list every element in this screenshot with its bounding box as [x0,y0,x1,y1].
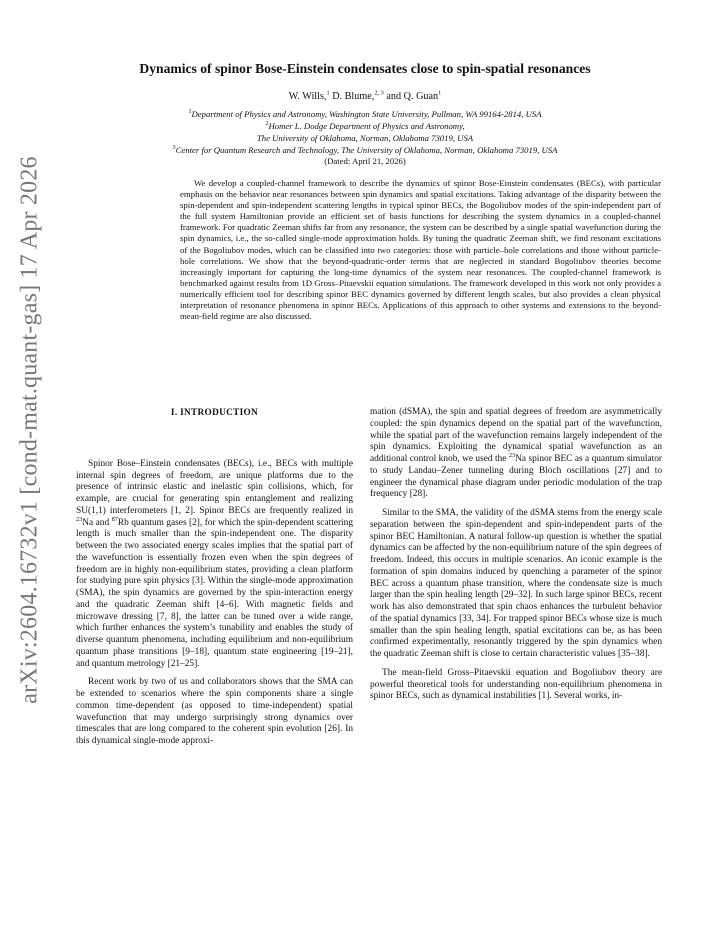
paragraph: mation (dSMA), the spin and spatial degrees of freedom are asymmetrically coupled: the spin dynamics depend on the spatial part of the wavefunction, while the spatial part of the wavefunction remains largely independent of the spin dynamics. Exploiting the dynamical spatial wavefunction as an additional control knob, we used the $^{23}$Na spinor BEC as a quantum simulator to study Landau–Zener tunneling during Bloch oscillations [27] and to engineer the dynamical phase diagram under periodic modulation of the trap frequency [28]. [370,407,662,500]
abstract-text: We develop a coupled-channel framework to describe the dynamics of spinor Bose-Einstein condensates (BECs), with particular emphasis on the behavior near resonances between spin dynamics and spatial excitations. Taking advantage of the disparity between the spin-dependent and spin-independent scattering lengths in typical spinor BECs, the Bogoliubov modes of the spin-independent part of the full system Hamiltonian provide an efficient set of basis functions for describing the system dynamics in a coupled-channel framework. For quadratic Zeeman shifts far from any resonance, the system can be described by a single spatial wavefunction during the spin dynamics, i.e., the so-called single-mode approximation holds. By tuning the quadratic Zeeman shift, we find resonant excitations of the Bogoliubov modes, which can be classified into two categories: those with particle–hole correlations and those without particle-hole correlations. We show that the beyond-quadratic-order terms that are neglected in standard Bogoliubov theories become increasingly important for capturing the long-time dynamics of the system near resonances. The coupled-channel framework is benchmarked against results from 1D Gross–Pitaevskii equation simulations. The framework developed in this work not only provides a numerically efficient tool for describing spinor BEC dynamics governed by different length scales, but also provides a clean physical interpretation of resonance phenomena in spinor BECs. Applications of this approach to other systems and extensions to the beyond-mean-field regime are also discussed. [180,178,661,322]
author-affil-sup: 2, 3 [374,89,384,97]
affil-text: Department of Physics and Astronomy, Washington State University, Pullman, WA 99164-2814, USA [191,109,542,119]
right-column [370,407,662,710]
paragraph: Spinor Bose–Einstein condensates (BECs), i.e., BECs with multiple internal spin degrees of freedom, are unique platforms due to the presence of intrinsic elastic and inelastic spin collisions, which, for example, are crucial for generating spin entanglement and realizing SU(1,1) interferometers [1, 2]. Spinor BECs are frequently realized in $^{23}$Na and $^{87}$Rb quantum gases [2], for which the spin-dependent scattering length is much smaller than the spin-independent one. The disparity between the two associated energy scales implies that the spatial part of the wavefunction is essentially frozen even when the spin degrees of freedom are in highly non-equilibrium states, providing a clean platform for studying pure spin physics [3]. Within the single-mode approximation (SMA), the spin dynamics are governed by the spin-interaction energy and the quadratic Zeeman shift [4–6]. With magnetic fields and microwave dressing [7, 8], the latter can be tuned over a wide range, which further enhances the system’s tunability and enables the study of diverse quantum phenomena, including equilibrium and non-equilibrium quantum phase transitions [9–18], quantum state engineering [19–21], and quantum metrology [21–25]. [76,458,353,669]
section-heading: I. INTRODUCTION [170,408,259,418]
arxiv-sidebar-identifier [2,156,58,704]
author-name: D. Blume, [332,91,375,102]
affiliation-line [70,132,660,144]
affil-sup: 2 [265,120,269,128]
affiliation-line [70,120,660,132]
affil-sup: 1 [188,108,192,116]
date-line: (Dated: April 21, 2026) [324,156,406,166]
author-list [70,91,660,102]
author-name: W. Wills, [288,91,327,102]
affil-sup: 3 [172,144,176,152]
paragraph: The mean-field Gross–Pitaevskii equation and Bogoliubov theory are powerful theoretical tools for understanding non-equilibrium phenomena in spinor BECs, such as dynamical instabilities [1]. Several works, in- [370,667,662,702]
paragraph: Recent work by two of us and collaborators shows that the SMA can be extended to scenarios where the spin components share a single common time-dependent (as opposed to time-independent) spatial wavefunction that may undergo surprisingly strong dynamics over timescales that are long compared to the coherent spin evolution [26]. In this dynamical single-mode approxi- [76,677,353,746]
author-affil-sup: 1 [326,89,330,97]
abstract [180,178,661,322]
author-name: Q. Guan [403,91,439,102]
paper-title: Dynamics of spinor Bose-Einstein condensates close to spin-spatial resonances [139,61,591,76]
affil-text: Center for Quantum Research and Technology, The University of Oklahoma, Norman, Oklahoma 73019, USA [175,145,558,156]
affiliation-line [70,108,660,120]
left-column [76,408,353,755]
affil-text: Homer L. Dodge Department of Physics and Astronomy, [268,121,465,132]
arxiv-id-text: arXiv:2604.16732v1 [cond-mat.quant-gas] 17 Apr 2026 [16,156,43,704]
author-affil-sup: 1 [438,89,442,97]
affil-text: The University of Oklahoma, Norman, Oklahoma 73019, USA [256,133,474,144]
paragraph: Similar to the SMA, the validity of the dSMA stems from the energy scale separation between the spin-dependent and spin-independent parts of the spinor BEC Hamiltonian. A natural follow-up question is whether the spatial dynamics can be affected by the non-equilibrium nature of the spin degrees of freedom. Indeed, this occurs in multiple scenarios. An iconic example is the formation of spin domains induced by quenching a parameter of the spinor BEC across a quantum phase transition, where the condensate size is much larger than the spin healing length [29–32]. In such large spinor BECs, recent work has also demonstrated that spin chaos enhances the turbulent behavior of the spatial dynamics [33, 34]. For trapped spinor BECs whose size is much smaller than the spin healing length, spatial excitations can be, as has been confirmed experimentally, resonantly triggered by the spin dynamics when the quadratic Zeeman shift is close to certain characteristic values [35–38]. [370,508,662,659]
author-conjunction: and [386,91,402,102]
affiliation-block [70,108,660,156]
affiliation-line [70,144,660,156]
